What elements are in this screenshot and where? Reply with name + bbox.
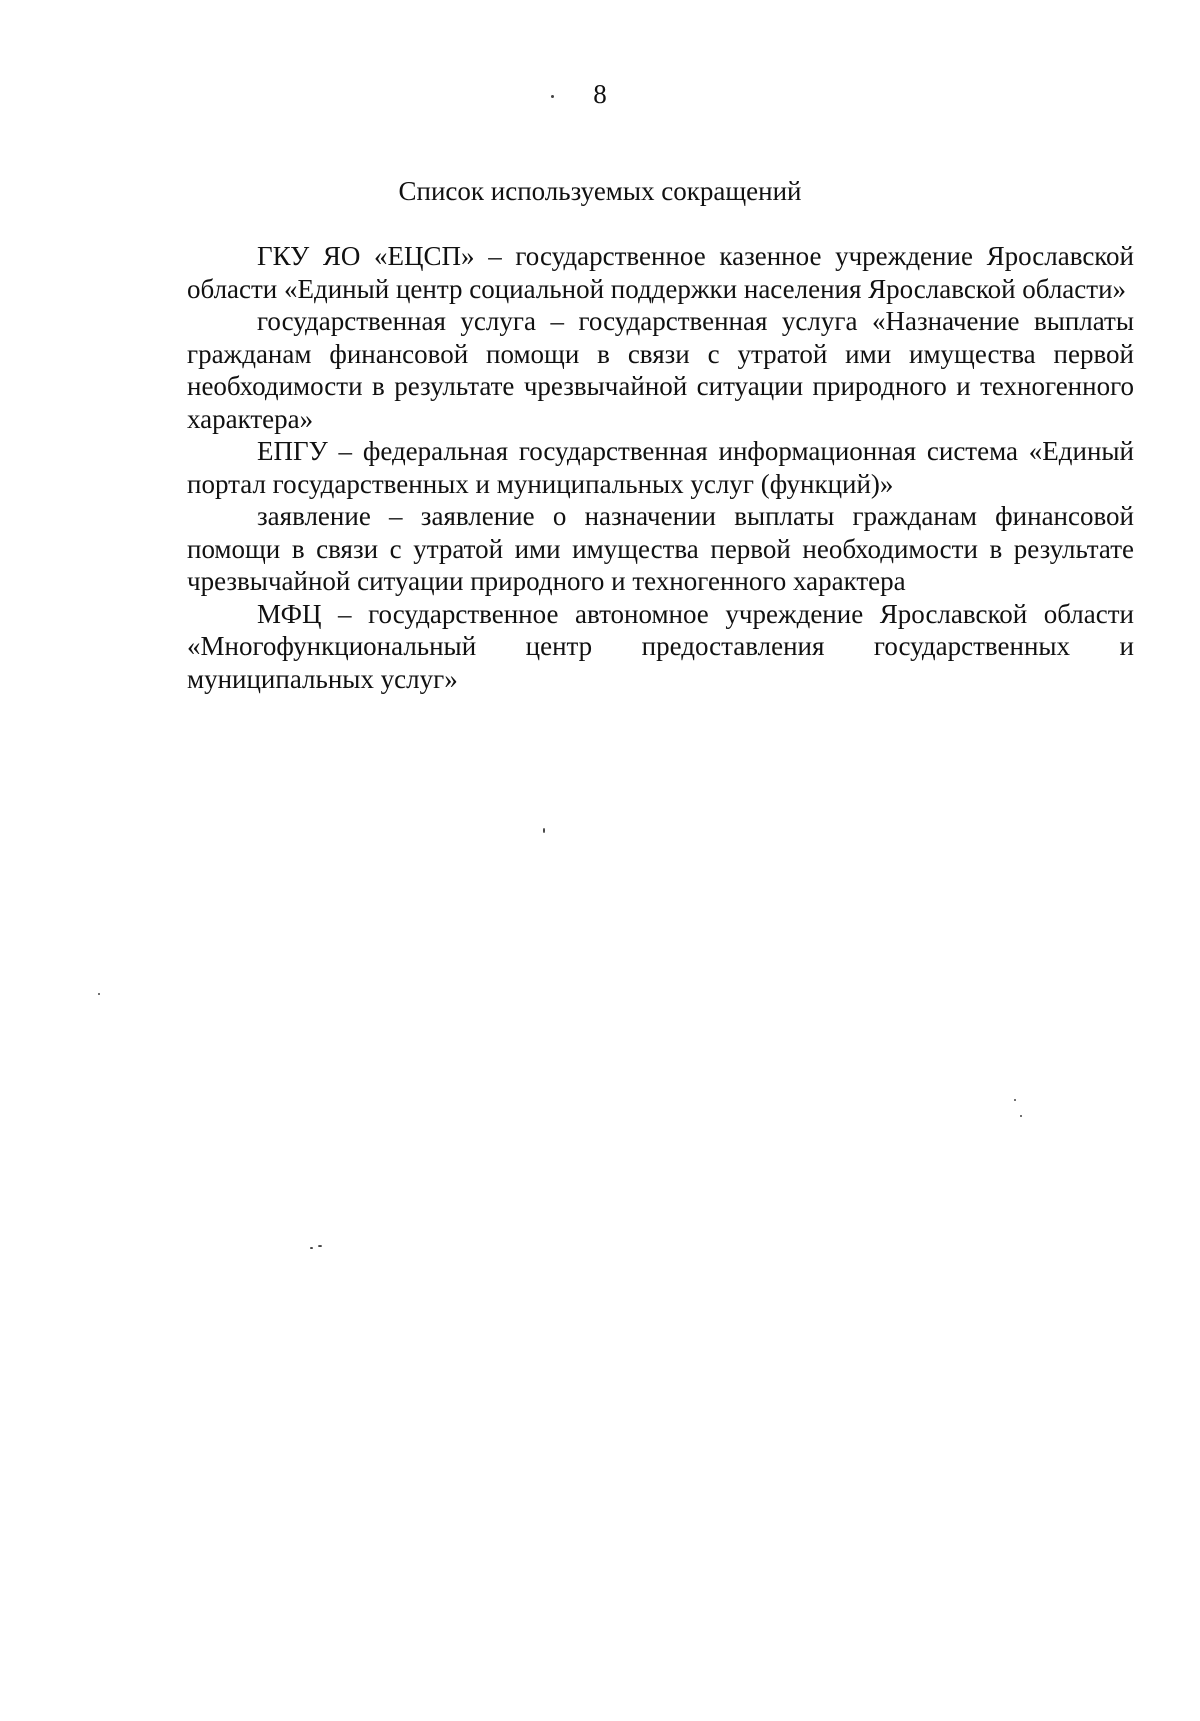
scan-speck [1020,1115,1022,1117]
abbreviation-entry-application: заявление – заявление о назначении выплаты гражданам финансовой помощи в связи с утратой ими имущества первой необходимости в результате чрезвычайной ситуации природного и техногенного характера [187,501,1134,596]
abbreviation-entry-service: государственная услуга – государственная услуга «Назначение выплаты гражданам финансовой помощи в связи с утратой ими имущества первой необходимости в результате чрезвычайной ситуации природного и техногенного характера» [187,306,1134,434]
scan-speck [551,95,554,98]
page-number: 8 [593,79,607,109]
scan-speck [543,828,545,833]
abbreviation-entry-epgu: ЕПГУ – федеральная государственная информационная система «Единый портал государственных и муниципальных услуг (функций)» [187,436,1134,499]
abbreviation-entry-mfc: МФЦ – государственное автономное учреждение Ярославской области «Многофункциональный центр предоставления государственных и муниципальных услуг» [187,598,1134,694]
scan-speck [310,1247,313,1249]
page-title: Список используемых сокращений [398,176,802,206]
scan-speck [318,1245,322,1247]
abbreviation-entry-gku: ГКУ ЯО «ЕЦСП» – государственное казенное учреждение Ярославской области «Единый центр социальной поддержки населения Ярославской области» [187,241,1134,304]
scan-speck [98,993,100,995]
scan-speck [1014,1099,1016,1101]
abbreviations-list [187,240,1134,695]
